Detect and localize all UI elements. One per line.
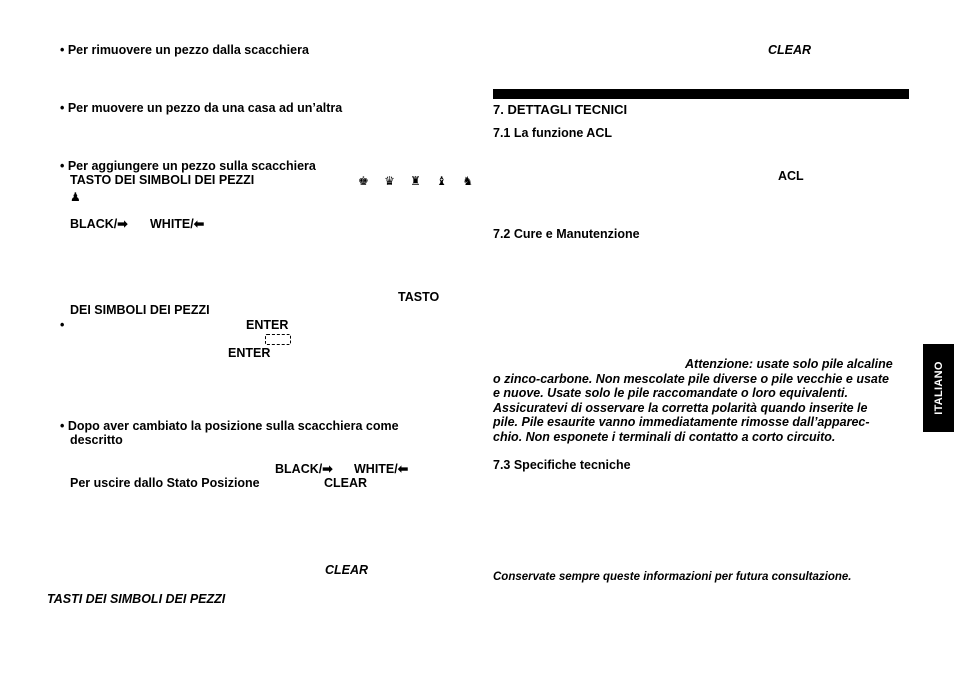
pawn-icon: ♟ [70, 190, 81, 204]
acl-heading: 7.1 La funzione ACL [493, 126, 612, 140]
bullet: • [60, 318, 65, 332]
black-key-label-2: BLACK/➡ [275, 462, 333, 476]
white-key-label: WHITE/⬅ [150, 217, 205, 231]
section-divider-bar [493, 89, 909, 99]
black-key-label: BLACK/➡ [70, 217, 128, 231]
specs-heading: 7.3 Specifiche tecniche [493, 458, 631, 472]
acl-key-label: ACL [778, 169, 804, 183]
dashed-display-icon [265, 334, 291, 345]
care-heading: 7.2 Cure e Manutenzione [493, 227, 640, 241]
keep-info-note: Conservate sempre queste informazioni per futura consultazione. [493, 571, 852, 583]
warning-line: pile. Pile esaurite vanno immediatamente rimosse dall’apparec- [493, 415, 870, 429]
piece-symbol-key-label: TASTO DEI SIMBOLI DEI PEZZI [70, 173, 255, 187]
warning-line: Assicuratevi di osservare la corretta polarità quando inserite le [493, 400, 868, 415]
after-change-line-2: descritto [70, 433, 123, 447]
chess-piece-icons: ♚ ♛ ♜ ♝ ♞ [358, 174, 480, 188]
move-piece-line: • Per muovere un pezzo da una casa ad un’altra [60, 101, 343, 115]
enter-key-label: ENTER [246, 318, 289, 332]
section-title: 7. DETTAGLI TECNICI [493, 102, 628, 117]
piece-keys-italic: TASTI DEI SIMBOLI DEI PEZZI [47, 592, 226, 606]
language-tab-label: ITALIANO [932, 361, 945, 415]
warning-line: Attenzione: usate solo pile alcaline [685, 357, 893, 371]
dei-simboli-label: DEI SIMBOLI DEI PEZZI [70, 303, 210, 317]
clear-key-label: CLEAR [324, 476, 368, 490]
warning-line: chio. Non esponete i terminali di contatto a corto circuito. [493, 429, 836, 444]
clear-key-top: CLEAR [768, 43, 812, 57]
clear-key-italic: CLEAR [325, 563, 369, 577]
warning-line: o zinco-carbone. Non mescolate pile diverse o pile vecchie e usate [493, 371, 889, 386]
white-key-label-2: WHITE/⬅ [354, 462, 409, 476]
tasto-label: TASTO [398, 290, 440, 304]
exit-position-line: Per uscire dallo Stato Posizione [70, 476, 260, 490]
warning-line: e nuove. Usate solo le pile raccomandate o loro equivalenti. [493, 386, 848, 400]
enter-key-label-2: ENTER [228, 346, 271, 360]
add-piece-line: • Per aggiungere un pezzo sulla scacchiera [60, 159, 316, 173]
remove-piece-line: • Per rimuovere un pezzo dalla scacchiera [60, 43, 309, 57]
battery-warning [493, 357, 913, 444]
language-tab [923, 344, 954, 432]
after-change-line: • Dopo aver cambiato la posizione sulla scacchiera come [60, 419, 399, 433]
